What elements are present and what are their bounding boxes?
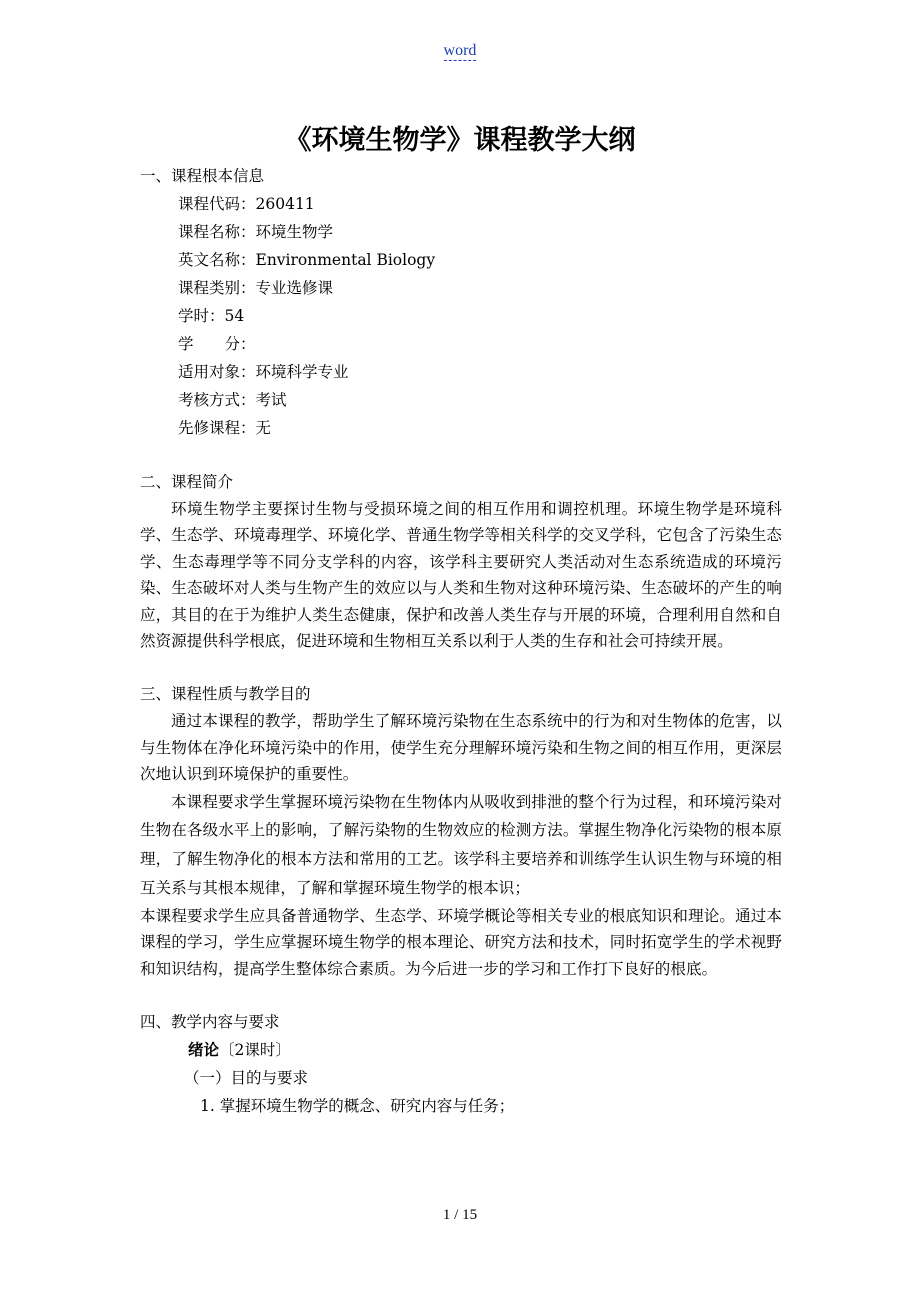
section-heading-basic-info: 一、课程根本信息 bbox=[140, 167, 265, 185]
info-course-category: 课程类别：专业选修课 bbox=[178, 279, 334, 297]
section-heading-nature-and-objectives: 三、课程性质与教学目的 bbox=[140, 685, 311, 704]
info-hours: 学时：54 bbox=[178, 307, 245, 325]
spacer bbox=[140, 442, 782, 468]
info-credits: 学 分： bbox=[178, 335, 256, 353]
subitem-goals-requirements: （一）目的与要求 bbox=[184, 1069, 309, 1088]
spacer bbox=[140, 982, 782, 1008]
introduction-paragraph: 环境生物学主要探讨生物与受损环境之间的相互作用和调控机理。环境生物学是环境科学、生态学、环境毒理学、环境化学、普通生物学等相关科学的交叉学科，它包含了污染生态学、生态毒理学等不同分支学科的内容，该学科主要研究人类活动对生态系统造成的环境污染、生态破坏对人类与生物产生的效应以与人类和生物对这种环境污染、生态破坏的产生的响应，其目的在于为维护人类生态健康，保护和改善人类生存与开展的环境，合理利用自然和自然资源提供科学根底，促进环境和生物相互关系以利于人类的生存和社会可持续开展。 bbox=[140, 500, 782, 651]
info-prerequisites: 先修课程：无 bbox=[178, 419, 272, 437]
header-word-link[interactable] bbox=[0, 42, 920, 60]
header-link-text[interactable]: word bbox=[443, 42, 477, 59]
document-body bbox=[140, 162, 782, 1120]
info-course-code: 课程代码：260411 bbox=[178, 195, 315, 213]
page-number: 1 / 15 bbox=[442, 1207, 478, 1223]
document-title: 《环境生物学》课程教学大纲 bbox=[284, 125, 636, 156]
subheading-hours: 〔2课时〕 bbox=[219, 1041, 291, 1060]
section-heading-introduction: 二、课程简介 bbox=[140, 473, 234, 491]
objectives-paragraph-1: 通过本课程的教学，帮助学生了解环境污染物在生态系统中的行为和对生物体的危害，以与生物体在净化环境污染中的作用，使学生充分理解环境污染和生物之间的相互作用，更深层次地认识到环境保护的重要性。 bbox=[140, 712, 782, 784]
subheading-introduction-hours bbox=[140, 1036, 782, 1064]
info-course-name: 课程名称：环境生物学 bbox=[178, 223, 334, 241]
info-target-audience: 适用对象：环境科学专业 bbox=[178, 363, 349, 381]
info-assessment: 考核方式：考试 bbox=[178, 391, 287, 409]
spacer bbox=[140, 654, 782, 680]
list-item-1: 1. 掌握环境生物学的概念、研究内容与任务； bbox=[200, 1097, 515, 1116]
subheading-bold-label: 绪论 bbox=[188, 1040, 220, 1060]
section-heading-content-and-requirements: 四、教学内容与要求 bbox=[140, 1013, 280, 1032]
info-english-name: 英文名称：Environmental Biology bbox=[178, 251, 436, 269]
objectives-paragraph-3: 本课程要求学生应具备普通物学、生态学、环境学概论等相关专业的根底知识和理论。通过本课程的学习，学生应掌握环境生物学的根本理论、研究方法和技术，同时拓宽学生的学术视野和知识结构，提高学生整体综合素质。为今后进一步的学习和工作打下良好的根底。 bbox=[140, 906, 782, 978]
objectives-paragraph-2: 本课程要求学生掌握环境污染物在生物体内从吸收到排泄的整个行为过程，和环境污染对生物在各级水平上的影响，了解污染物的生物效应的检测方法。掌握生物净化污染物的根本原理，了解生物净化的根本方法和常用的工艺。该学科主要培养和训练学生认识生物与环境的相互关系与其根本规律，了解和掌握环境生物学的根本识； bbox=[140, 792, 782, 898]
